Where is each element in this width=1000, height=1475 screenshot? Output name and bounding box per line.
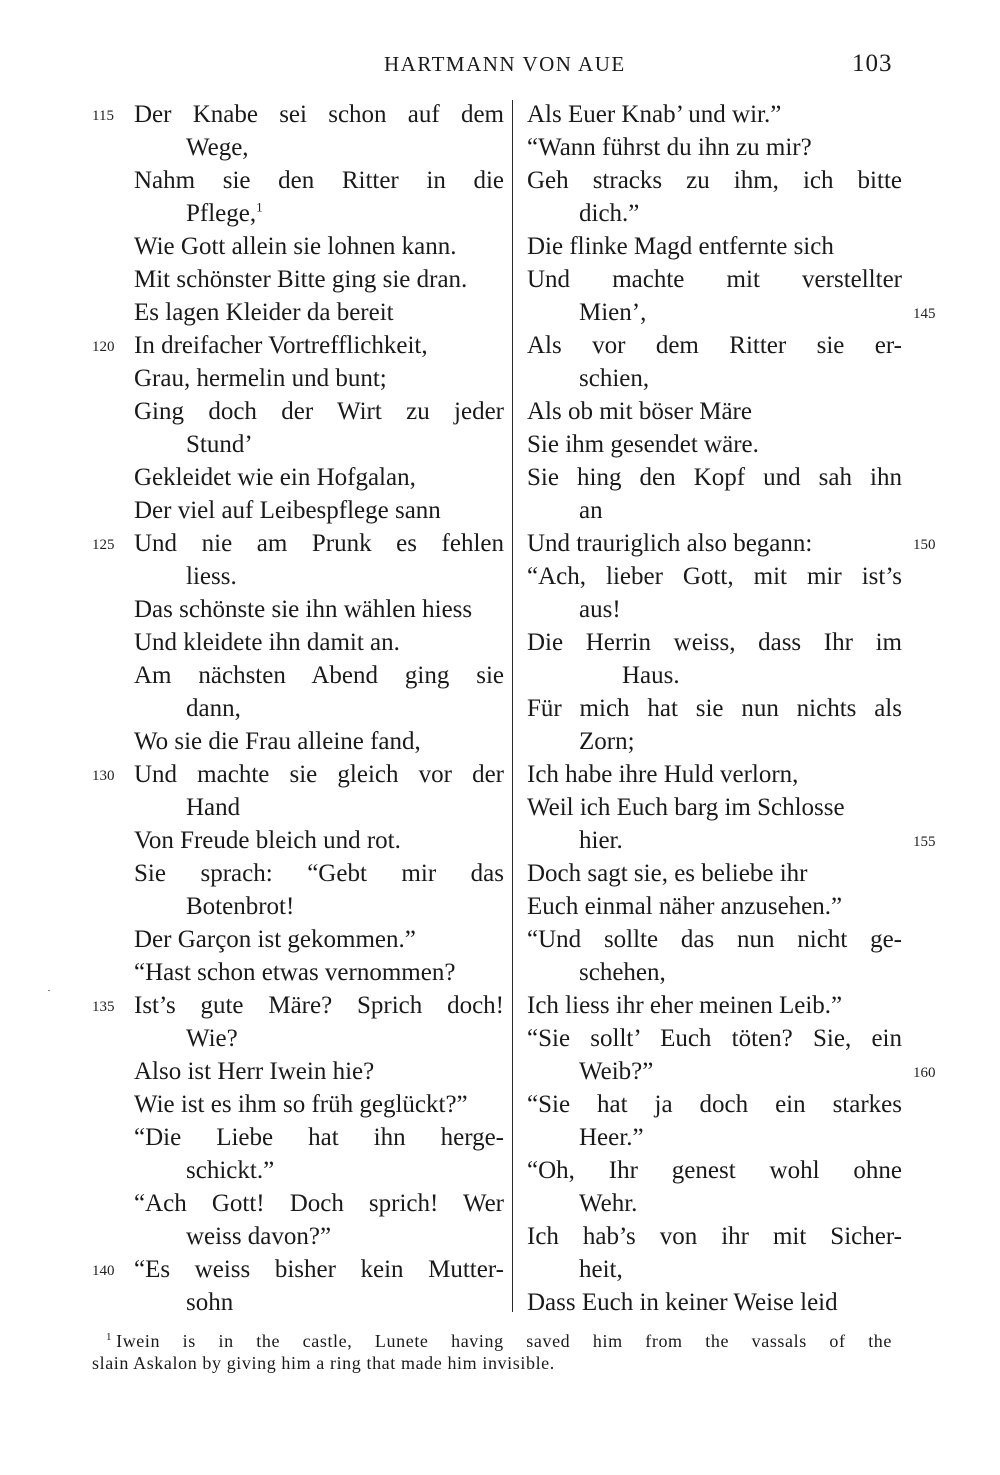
running-header	[0, 52, 1000, 82]
verse-line	[134, 692, 504, 725]
verse-text: Als ob mit böser Märe	[527, 398, 752, 425]
verse-line	[527, 1055, 936, 1088]
verse-line	[527, 1286, 902, 1319]
verse-text: “Und sollte das nun nicht ge-	[527, 926, 902, 953]
verse-line	[527, 1088, 902, 1121]
verse-text: Mit schönster Bitte ging sie dran.	[134, 266, 468, 293]
page-number: 103	[852, 50, 893, 77]
verse-text: Weib?”	[579, 1058, 654, 1085]
verse-text: Von Freude bleich und rot.	[134, 827, 401, 854]
verse-line	[527, 494, 902, 527]
verse-line	[527, 527, 936, 560]
footnote-reference: 1	[256, 199, 263, 215]
verse-text: Heer.”	[579, 1124, 644, 1151]
verse-text: Nahm sie den Ritter in die	[134, 167, 504, 194]
verse-text: an	[579, 497, 603, 524]
verse-line	[134, 791, 504, 824]
verse-line	[134, 593, 504, 626]
margin-mark	[48, 990, 50, 991]
verse-line	[527, 1220, 902, 1253]
verse-text: Wege,	[186, 134, 249, 161]
verse-text: Mien’,	[579, 299, 647, 326]
column-divider	[512, 100, 513, 1312]
verse-line	[527, 461, 902, 494]
verse-line	[527, 659, 902, 692]
verse-text: “Die Liebe hat ihn herge-	[134, 1124, 504, 1151]
line-number: 130	[92, 768, 115, 784]
verse-text: Und kleidete ihn damit an.	[134, 629, 400, 656]
right-verse-column	[527, 98, 936, 1328]
verse-text: dann,	[186, 695, 241, 722]
line-number: 135	[92, 999, 115, 1015]
verse-text: Der Knabe sei schon auf dem	[134, 101, 504, 128]
verse-line	[527, 1154, 902, 1187]
verse-text: Geh stracks zu ihm, ich bitte	[527, 167, 902, 194]
verse-text: schickt.”	[186, 1157, 275, 1184]
verse-text: “Hast schon etwas vernommen?	[134, 959, 456, 986]
verse-text: Weil ich Euch barg im Schlosse	[527, 794, 845, 821]
verse-text: Als vor dem Ritter sie er-	[527, 332, 902, 359]
verse-line	[134, 461, 504, 494]
verse-text: Also ist Herr Iwein hie?	[134, 1058, 375, 1085]
verse-line	[134, 1055, 504, 1088]
verse-line	[134, 659, 504, 692]
verse-line	[134, 923, 504, 956]
verse-line	[134, 197, 504, 230]
verse-line	[527, 725, 902, 758]
verse-text: Doch sagt sie, es beliebe ihr	[527, 860, 808, 887]
verse-text: Die Herrin weiss, dass Ihr im	[527, 629, 902, 656]
verse-text: Und machte mit verstellter	[527, 266, 902, 293]
left-verse-column	[92, 98, 504, 1328]
verse-text: sohn	[186, 1289, 234, 1316]
verse-text: “Sie hat ja doch ein starkes	[527, 1091, 902, 1118]
verse-line	[527, 362, 902, 395]
verse-text: liess.	[186, 563, 237, 590]
verse-line	[527, 428, 902, 461]
line-number: 150	[913, 537, 936, 553]
footnote-line	[92, 1352, 892, 1374]
verse-line	[527, 1121, 902, 1154]
verse-text: Zorn;	[579, 728, 635, 755]
footnote	[92, 1330, 892, 1374]
verse-text: Wie Gott allein sie lohnen kann.	[134, 233, 457, 260]
line-number: 115	[92, 108, 114, 124]
verse-line	[92, 989, 504, 1022]
verse-line	[134, 725, 504, 758]
verse-line	[527, 263, 902, 296]
verse-text: Als Euer Knab’ und wir.”	[527, 101, 782, 128]
verse-text: “Sie sollt’ Euch töten? Sie, ein	[527, 1025, 902, 1052]
verse-text: Grau, hermelin und bunt;	[134, 365, 387, 392]
verse-line	[134, 1286, 504, 1319]
verse-line	[527, 956, 902, 989]
verse-text: Ich habe ihre Huld verlorn,	[527, 761, 799, 788]
footnote-text: slain Askalon by giving him a ring that made him invisible.	[92, 1353, 555, 1373]
verse-text: “Ach, lieber Gott, mit mir ist’s	[527, 563, 902, 590]
verse-text: Sie hing den Kopf und sah ihn	[527, 464, 902, 491]
line-number: 155	[913, 834, 936, 850]
line-number: 145	[913, 306, 936, 322]
verse-text: Gekleidet wie ein Hofgalan,	[134, 464, 416, 491]
verse-line	[134, 824, 504, 857]
verse-line	[134, 626, 504, 659]
verse-text: Ich hab’s von ihr mit Sicher-	[527, 1223, 902, 1250]
verse-line	[527, 197, 902, 230]
line-number: 125	[92, 537, 115, 553]
verse-line	[527, 131, 902, 164]
verse-line	[92, 329, 504, 362]
verse-line	[527, 824, 936, 857]
verse-line	[134, 428, 504, 461]
verse-text: Der Garçon ist gekommen.”	[134, 926, 416, 953]
verse-line	[527, 1022, 902, 1055]
verse-line	[92, 98, 504, 131]
verse-line	[527, 1187, 902, 1220]
verse-text: “Es weiss bisher kein Mutter-	[134, 1256, 504, 1283]
verse-text: weiss davon?”	[186, 1223, 332, 1250]
verse-line	[134, 296, 504, 329]
verse-line	[134, 230, 504, 263]
verse-text: Es lagen Kleider da bereit	[134, 299, 394, 326]
verse-text: Haus.	[622, 662, 680, 689]
verse-line	[134, 1121, 504, 1154]
verse-line	[134, 956, 504, 989]
verse-line	[527, 230, 902, 263]
verse-text: Ging doch der Wirt zu jeder	[134, 398, 504, 425]
verse-text: “Ach Gott! Doch sprich! Wer	[134, 1190, 504, 1217]
verse-line	[527, 791, 902, 824]
verse-text: Ich liess ihr eher meinen Leib.”	[527, 992, 843, 1019]
verse-text: dich.”	[579, 200, 640, 227]
verse-line	[134, 1022, 504, 1055]
running-title: HARTMANN VON AUE	[384, 52, 626, 76]
verse-line	[527, 857, 902, 890]
verse-text: In dreifacher Vortrefflichkeit,	[134, 332, 428, 359]
verse-text: Und machte sie gleich vor der	[134, 761, 504, 788]
verse-line	[527, 98, 902, 131]
verse-line	[134, 890, 504, 923]
verse-text: Stund’	[186, 431, 253, 458]
verse-text: Wo sie die Frau alleine fand,	[134, 728, 421, 755]
verse-text: Und trauriglich also begann:	[527, 530, 813, 557]
verse-line	[527, 296, 936, 329]
verse-line	[134, 1187, 504, 1220]
footnote-line	[92, 1330, 892, 1352]
verse-line	[527, 989, 902, 1022]
verse-line	[134, 164, 504, 197]
verse-line	[527, 593, 902, 626]
verse-line	[92, 527, 504, 560]
footnote-marker: 1	[106, 1331, 113, 1343]
verse-text: hier.	[579, 827, 623, 854]
verse-line	[527, 758, 902, 791]
verse-text: Botenbrot!	[186, 893, 295, 920]
verse-line	[527, 626, 902, 659]
verse-line	[527, 890, 902, 923]
verse-line	[134, 494, 504, 527]
verse-text: Am nächsten Abend ging sie	[134, 662, 504, 689]
verse-line	[527, 692, 902, 725]
verse-text: Wehr.	[579, 1190, 638, 1217]
verse-text: heit,	[579, 1256, 623, 1283]
verse-line	[134, 395, 504, 428]
verse-text: Sie ihm gesendet wäre.	[527, 431, 759, 458]
verse-line	[134, 1220, 504, 1253]
verse-text: schien,	[579, 365, 650, 392]
verse-line	[134, 857, 504, 890]
footnote-text: Iwein is in the castle, Lunete having saved him from the vassals of the	[116, 1331, 892, 1351]
verse-line	[92, 1253, 504, 1286]
verse-text: schehen,	[579, 959, 666, 986]
verse-line	[134, 1154, 504, 1187]
verse-text: Die flinke Magd entfernte sich	[527, 233, 834, 260]
verse-text: Das schönste sie ihn wählen hiess	[134, 596, 473, 623]
verse-text: Wie ist es ihm so früh geglückt?”	[134, 1091, 468, 1118]
verse-text: Pflege,	[186, 200, 257, 227]
verse-text: Wie?	[186, 1025, 238, 1052]
verse-line	[134, 1088, 504, 1121]
verse-text: Euch einmal näher anzusehen.”	[527, 893, 843, 920]
verse-line	[527, 923, 902, 956]
verse-text: Hand	[186, 794, 241, 821]
verse-text: “Oh, Ihr genest wohl ohne	[527, 1157, 902, 1184]
verse-line	[527, 329, 902, 362]
verse-text: Ist’s gute Märe? Sprich doch!	[134, 992, 504, 1019]
verse-line	[527, 560, 902, 593]
verse-line	[134, 362, 504, 395]
line-number: 160	[913, 1065, 936, 1081]
verse-text: Und nie am Prunk es fehlen	[134, 530, 504, 557]
line-number: 140	[92, 1263, 115, 1279]
verse-text: Für mich hat sie nun nichts als	[527, 695, 902, 722]
verse-line	[92, 758, 504, 791]
verse-line	[134, 131, 504, 164]
verse-line	[527, 164, 902, 197]
verse-text: “Wann führst du ihn zu mir?	[527, 134, 812, 161]
verse-line	[134, 560, 504, 593]
verse-line	[527, 395, 902, 428]
verse-text: Dass Euch in keiner Weise leid	[527, 1289, 838, 1316]
line-number: 120	[92, 339, 115, 355]
verse-text: Sie sprach: “Gebt mir das	[134, 860, 504, 887]
verse-line	[527, 1253, 902, 1286]
verse-text: Der viel auf Leibespflege sann	[134, 497, 441, 524]
verse-text: aus!	[579, 596, 621, 623]
verse-line	[134, 263, 504, 296]
